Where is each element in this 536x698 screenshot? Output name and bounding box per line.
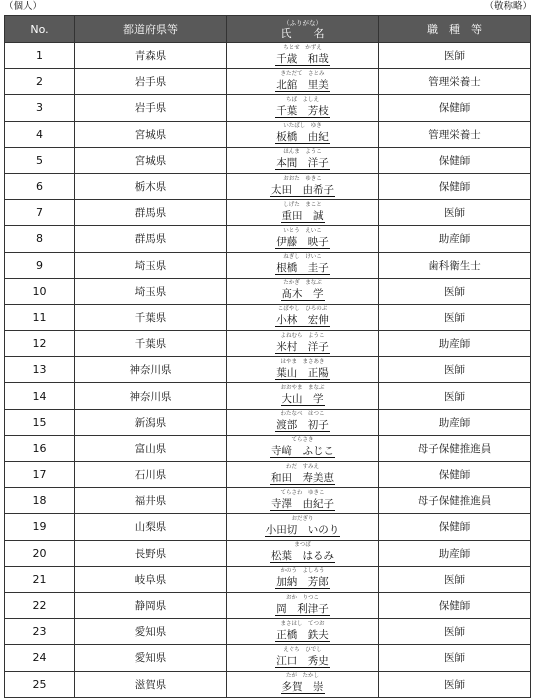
table-row [5, 226, 531, 252]
row-name: 正橋 鉄夫 [276, 628, 329, 641]
row-name: 和田 寿美恵 [271, 471, 334, 484]
row-number: 20 [5, 540, 75, 566]
row-prefecture: 宮城県 [75, 121, 227, 147]
row-number: 13 [5, 357, 75, 383]
table-row [5, 278, 531, 304]
row-name: 伊藤 映子 [276, 235, 329, 248]
row-prefecture: 山梨県 [75, 514, 227, 540]
row-prefecture: 宮城県 [75, 147, 227, 173]
row-name-cell [227, 69, 379, 95]
row-name: 千葉 芳枝 [276, 104, 329, 117]
row-number: 5 [5, 147, 75, 173]
row-name-cell [227, 435, 379, 461]
row-occupation: 保健師 [379, 514, 531, 540]
row-number: 2 [5, 69, 75, 95]
row-name-cell [227, 304, 379, 330]
name-with-ruby [275, 229, 330, 249]
row-occupation: 医師 [379, 304, 531, 330]
header-prefecture: 都道府県等 [75, 16, 227, 43]
row-number: 18 [5, 488, 75, 514]
row-occupation: 保健師 [379, 462, 531, 488]
name-with-ruby [275, 360, 330, 380]
name-with-ruby [275, 569, 330, 589]
row-name-cell [227, 383, 379, 409]
individual-note: （個人） [4, 1, 43, 12]
row-name-ruby: たが たかし [285, 673, 319, 680]
row-name-cell [227, 43, 379, 69]
row-name: 葉山 正陽 [276, 366, 329, 379]
row-name-cell [227, 592, 379, 618]
row-number: 12 [5, 331, 75, 357]
row-name: 板橋 由紀 [276, 131, 329, 144]
row-prefecture: 滋賀県 [75, 671, 227, 697]
row-number: 10 [5, 278, 75, 304]
row-name: 髙木 学 [281, 288, 324, 301]
row-name-ruby: ちば よしえ [285, 96, 319, 103]
row-number: 9 [5, 252, 75, 278]
row-number: 14 [5, 383, 75, 409]
name-with-ruby [275, 150, 330, 170]
row-name-cell [227, 645, 379, 671]
row-name-cell [227, 121, 379, 147]
row-name-cell [227, 409, 379, 435]
name-with-ruby [275, 124, 330, 144]
row-name: 千歳 和哉 [276, 52, 329, 65]
row-number: 22 [5, 592, 75, 618]
row-name-cell [227, 462, 379, 488]
row-prefecture: 群馬県 [75, 200, 227, 226]
name-with-ruby [275, 334, 330, 354]
awardee-table [4, 15, 531, 698]
row-name: 小田切 いのり [265, 523, 340, 536]
honorifics-omitted-note: （敬称略） [484, 1, 532, 12]
top-notes [4, 1, 532, 13]
row-number: 23 [5, 619, 75, 645]
name-with-ruby [270, 465, 335, 485]
row-occupation: 医師 [379, 357, 531, 383]
name-with-ruby [281, 386, 325, 406]
row-prefecture: 岩手県 [75, 69, 227, 95]
table-row [5, 592, 531, 618]
row-name-ruby: かのう よしろう [280, 568, 325, 575]
row-name-cell [227, 357, 379, 383]
table-row [5, 69, 531, 95]
name-with-ruby [275, 46, 330, 66]
row-occupation: 医師 [379, 671, 531, 697]
row-prefecture: 栃木県 [75, 173, 227, 199]
row-name: 重田 誠 [281, 209, 324, 222]
row-occupation: 母子保健推進員 [379, 435, 531, 461]
row-name: 寺﨑 ふじこ [271, 445, 334, 458]
row-name-cell [227, 566, 379, 592]
row-name-cell [227, 540, 379, 566]
row-name: 多賀 崇 [281, 681, 324, 694]
row-number: 4 [5, 121, 75, 147]
row-name-ruby: はやま まさあき [280, 358, 325, 365]
row-occupation: 医師 [379, 645, 531, 671]
table-row [5, 540, 531, 566]
header-occupation: 職 種 等 [379, 16, 531, 43]
row-name: 加納 芳郎 [276, 576, 329, 589]
row-name: 松葉 はるみ [271, 550, 334, 563]
name-with-ruby [275, 648, 330, 668]
name-with-ruby [270, 177, 335, 197]
row-prefecture: 愛知県 [75, 619, 227, 645]
table-row [5, 95, 531, 121]
row-prefecture: 静岡県 [75, 592, 227, 618]
row-occupation: 助産師 [379, 331, 531, 357]
row-name-cell [227, 147, 379, 173]
row-prefecture: 福井県 [75, 488, 227, 514]
table-row [5, 200, 531, 226]
name-with-ruby [281, 281, 325, 301]
header-name-label: 氏 名 [280, 26, 325, 40]
row-prefecture: 埼玉県 [75, 252, 227, 278]
row-name-cell [227, 226, 379, 252]
row-occupation: 医師 [379, 619, 531, 645]
row-name-ruby: おか りつこ [285, 594, 319, 601]
row-name-cell [227, 619, 379, 645]
name-with-ruby [281, 203, 325, 223]
row-name-cell [227, 278, 379, 304]
row-name: 小林 宏伸 [276, 314, 329, 327]
name-with-ruby [270, 543, 335, 563]
table-row [5, 357, 531, 383]
row-number: 16 [5, 435, 75, 461]
table-row [5, 331, 531, 357]
table-row [5, 619, 531, 645]
name-with-ruby [270, 491, 335, 511]
row-occupation: 保健師 [379, 95, 531, 121]
row-name: 江口 秀史 [276, 654, 329, 667]
row-name-cell [227, 671, 379, 697]
row-name-ruby: おおやま まなぶ [280, 385, 325, 392]
row-number: 6 [5, 173, 75, 199]
row-occupation: 助産師 [379, 226, 531, 252]
name-with-ruby [275, 596, 330, 616]
row-name: 太田 由希子 [271, 183, 334, 196]
table-row [5, 304, 531, 330]
row-name-ruby: てらさわ ゆきこ [280, 489, 325, 496]
row-number: 15 [5, 409, 75, 435]
row-name-ruby: わたなべ はつこ [280, 411, 325, 418]
row-name-ruby: たかぎ まなぶ [283, 280, 322, 287]
row-name-ruby: てらさき [291, 437, 314, 444]
row-number: 11 [5, 304, 75, 330]
row-prefecture: 岩手県 [75, 95, 227, 121]
row-name-ruby: ちとせ かずえ [283, 44, 322, 51]
name-with-ruby [270, 438, 335, 458]
table-row [5, 514, 531, 540]
row-prefecture: 群馬県 [75, 226, 227, 252]
row-occupation: 歯科衛生士 [379, 252, 531, 278]
name-with-ruby [275, 72, 330, 92]
row-prefecture: 岐阜県 [75, 566, 227, 592]
row-name-ruby: こばやし ひろのぶ [277, 306, 328, 313]
row-name: 岡 利津子 [276, 602, 329, 615]
row-name-ruby: しげた まこと [283, 201, 322, 208]
row-name-ruby: ほんま ようこ [283, 149, 322, 156]
row-prefecture: 愛知県 [75, 645, 227, 671]
row-name-cell [227, 252, 379, 278]
row-name: 寺澤 由紀子 [271, 497, 334, 510]
header-row [5, 16, 531, 43]
row-name-cell [227, 95, 379, 121]
row-prefecture: 埼玉県 [75, 278, 227, 304]
table-row [5, 43, 531, 69]
row-prefecture: 青森県 [75, 43, 227, 69]
row-occupation: 医師 [379, 383, 531, 409]
row-name-ruby: いたばし ゆき [283, 123, 322, 130]
row-name-cell [227, 200, 379, 226]
table-header [5, 16, 531, 43]
row-name: 渡部 初子 [276, 419, 329, 432]
row-prefecture: 新潟県 [75, 409, 227, 435]
row-number: 21 [5, 566, 75, 592]
table-row [5, 566, 531, 592]
table-row [5, 173, 531, 199]
row-name: 根橋 圭子 [276, 262, 329, 275]
row-name: 本間 洋子 [276, 157, 329, 170]
row-occupation: 医師 [379, 43, 531, 69]
row-name-ruby: おおた ゆきこ [283, 175, 322, 182]
row-number: 25 [5, 671, 75, 697]
table-row [5, 121, 531, 147]
table-row [5, 488, 531, 514]
row-number: 3 [5, 95, 75, 121]
name-with-ruby [275, 412, 330, 432]
header-name [227, 16, 379, 43]
row-number: 17 [5, 462, 75, 488]
row-name-ruby: いとう えいこ [283, 227, 322, 234]
name-with-ruby [275, 255, 330, 275]
row-name-ruby: まさはし てつお [280, 620, 325, 627]
row-occupation: 保健師 [379, 147, 531, 173]
row-name-cell [227, 173, 379, 199]
name-with-ruby [275, 98, 330, 118]
name-with-ruby [275, 307, 330, 327]
row-name-ruby: きただて さとみ [280, 70, 325, 77]
row-name-cell [227, 331, 379, 357]
row-name-ruby: えぐち ひでし [283, 646, 322, 653]
row-number: 19 [5, 514, 75, 540]
row-occupation: 管理栄養士 [379, 121, 531, 147]
row-occupation: 管理栄養士 [379, 69, 531, 95]
table-row [5, 671, 531, 697]
row-name-ruby: ねぎし けいこ [283, 254, 322, 261]
row-prefecture: 神奈川県 [75, 383, 227, 409]
row-prefecture: 長野県 [75, 540, 227, 566]
table-row [5, 147, 531, 173]
table-row [5, 409, 531, 435]
row-occupation: 助産師 [379, 540, 531, 566]
row-number: 8 [5, 226, 75, 252]
row-number: 1 [5, 43, 75, 69]
row-occupation: 母子保健推進員 [379, 488, 531, 514]
row-name: 北舘 里美 [276, 78, 329, 91]
row-name-ruby: おだぎり [291, 515, 314, 522]
table-body [5, 43, 531, 698]
row-name-cell [227, 514, 379, 540]
row-occupation: 医師 [379, 200, 531, 226]
row-name-ruby: よねむら ようこ [280, 332, 325, 339]
name-with-ruby [265, 517, 341, 537]
row-prefecture: 石川県 [75, 462, 227, 488]
table-row [5, 252, 531, 278]
row-name: 米村 洋子 [276, 340, 329, 353]
row-number: 24 [5, 645, 75, 671]
row-prefecture: 千葉県 [75, 331, 227, 357]
name-with-ruby [275, 622, 330, 642]
table-row [5, 435, 531, 461]
table-row [5, 462, 531, 488]
row-name-ruby: まつば [294, 542, 311, 549]
row-name-ruby: わだ すみえ [285, 463, 319, 470]
row-occupation: 医師 [379, 278, 531, 304]
row-prefecture: 神奈川県 [75, 357, 227, 383]
row-name-cell [227, 488, 379, 514]
row-prefecture: 富山県 [75, 435, 227, 461]
header-no: No. [5, 16, 75, 43]
row-name: 大山 学 [281, 393, 324, 406]
table-row [5, 383, 531, 409]
header-name-ruby: （ふりがな） [283, 18, 322, 27]
name-with-ruby [281, 674, 325, 694]
row-occupation: 保健師 [379, 592, 531, 618]
table-row [5, 645, 531, 671]
row-occupation: 保健師 [379, 173, 531, 199]
row-occupation: 医師 [379, 566, 531, 592]
row-occupation: 助産師 [379, 409, 531, 435]
row-number: 7 [5, 200, 75, 226]
row-prefecture: 千葉県 [75, 304, 227, 330]
